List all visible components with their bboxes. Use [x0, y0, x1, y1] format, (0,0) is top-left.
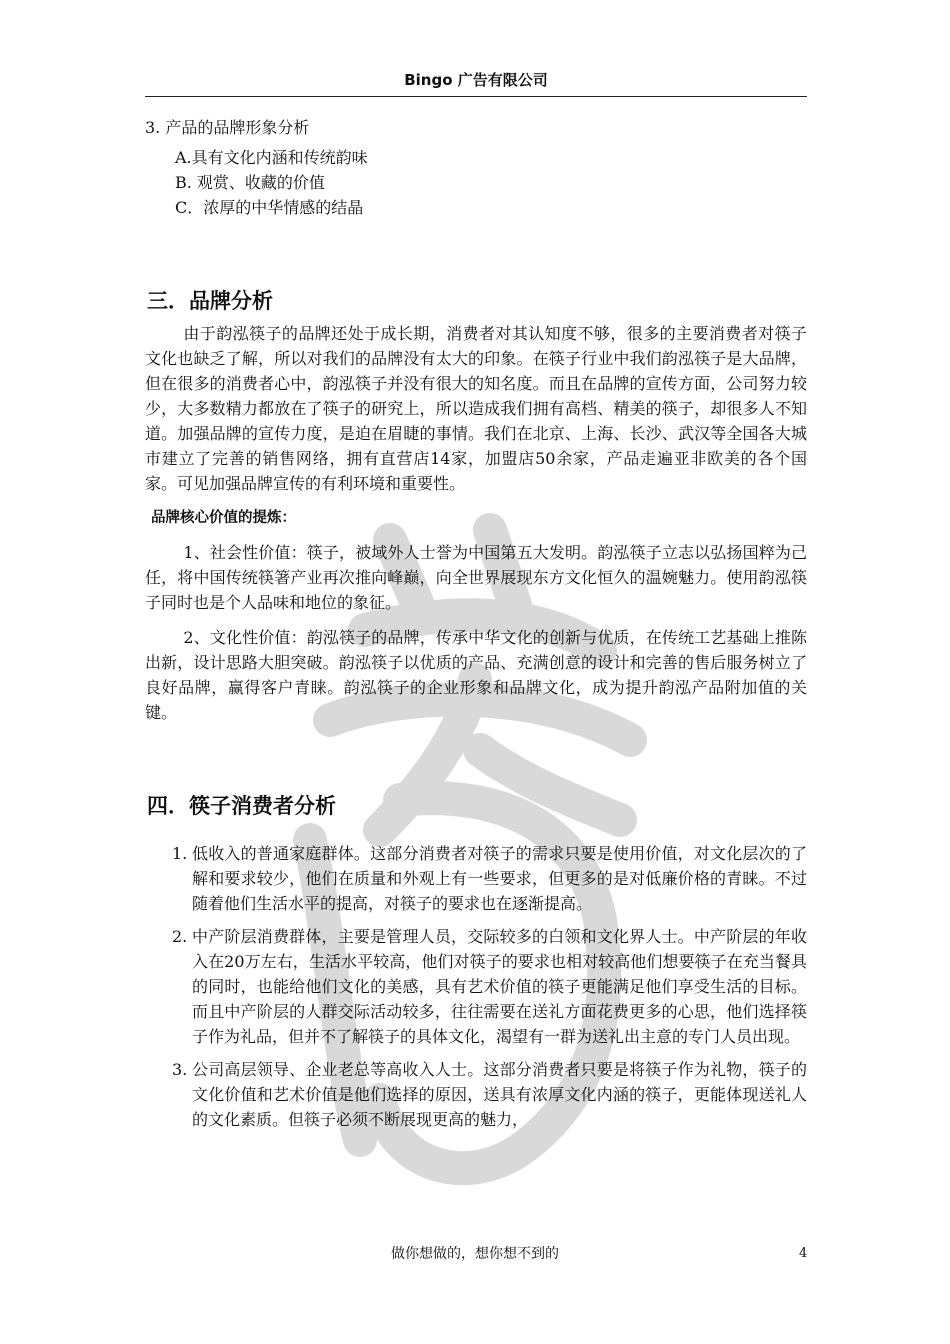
image-analysis-item-c: C．浓厚的中华情感的结晶: [175, 198, 364, 217]
list-item: [172, 924, 807, 1049]
brand-analysis-paragraph: 由于韵泓筷子的品牌还处于成长期，消费者对其认知度不够，很多的主要消费者对筷子文化也缺乏了解，所以对我们的品牌没有太大的印象。在筷子行业中我们韵泓筷子是大品牌，但在很多的消费者心中，韵泓筷子并没有很大的知名度。而且在品牌的宣传方面，公司努力较少，大多数精力都放在了筷子的研究上，所以造成我们拥有高档、精美的筷子，却很多人不知道。加强品牌的宣传力度，是迫在眉睫的事情。我们在北京、上海、长沙、武汉等全国各大城市建立了完善的销售网络，拥有直营店14家，加盟店50余家，产品走遍亚非欧美的各个国家。可见加强品牌宣传的有利环境和重要性。: [145, 324, 807, 493]
brand-analysis-heading: 三．品牌分析: [147, 289, 273, 313]
image-analysis-item-b: B. 观赏、收藏的价值: [175, 173, 325, 192]
list-item-marker: 1.: [172, 844, 188, 863]
list-item-marker: 3.: [172, 1060, 188, 1079]
document-body: [145, 115, 807, 1140]
core-value-social: 1、社会性价值：筷子，被域外人士誉为中国第五大发明。韵泓筷子立志以弘扬国粹为己任，将中国传统筷箸产业再次推向峰巅，向全世界展现东方文化恒久的温婉魅力。使用韵泓筷子同时也是个人品味和地位的象征。: [145, 543, 807, 612]
header-company-name: Bingo 广告有限公司: [404, 71, 548, 89]
list-item: [172, 841, 807, 916]
list-item-marker: 2.: [172, 927, 188, 946]
list-item-text: 低收入的普通家庭群体。这部分消费者对筷子的需求只要是使用价值，对文化层次的了解和要求较少，他们在质量和外观上有一些要求，但更多的是对低廉价格的青睐。不过随着他们生活水平的提高，对筷子的要求也在逐渐提高。: [192, 844, 807, 913]
footer-slogan: 做你想做的，想你想不到的: [391, 1246, 559, 1262]
consumer-list: [172, 841, 807, 1132]
list-item-text: 中产阶层消费群体，主要是管理人员，交际较多的白领和文化界人士。中产阶层的年收入在20万左右，生活水平较高，他们对筷子的要求也相对较高他们想要筷子在充当餐具的同时，也能给他们文化的美感，具有艺术价值的筷子更能满足他们享受生活的目标。而且中产阶层的人群交际活动较多，往往需要在送礼方面花费更多的心思，他们选择筷子作为礼品，但并不了解筷子的具体文化，渴望有一群为送礼出主意的专门人员出现。: [192, 927, 807, 1046]
image-analysis-item-a: A.具有文化内涵和传统韵味: [175, 148, 368, 167]
list-item: [172, 1057, 807, 1132]
list-item-text: 公司高层领导、企业老总等高收入人士。这部分消费者只要是将筷子作为礼物，筷子的文化价值和艺术价值是他们选择的原因，送具有浓厚文化内涵的筷子，更能体现送礼人的文化素质。但筷子必须不断展现更高的魅力，: [192, 1060, 807, 1129]
core-value-cultural: 2、文化性价值：韵泓筷子的品牌，传承中华文化的创新与优质，在传统工艺基础上推陈出新，设计思路大胆突破。韵泓筷子以优质的产品、充满创意的设计和完善的售后服务树立了良好品牌，赢得客户青睐。韵泓筷子的企业形象和品牌文化，成为提升韵泓产品附加值的关键。: [145, 628, 807, 722]
consumer-analysis-heading: 四．筷子消费者分析: [147, 794, 336, 818]
core-value-heading: 品牌核心价值的提炼：: [151, 510, 296, 526]
image-analysis-list: [175, 145, 807, 220]
page-number: 4: [799, 1246, 808, 1261]
page-header: [145, 66, 807, 97]
image-analysis-heading: 3. 产品的品牌形象分析: [145, 118, 310, 137]
